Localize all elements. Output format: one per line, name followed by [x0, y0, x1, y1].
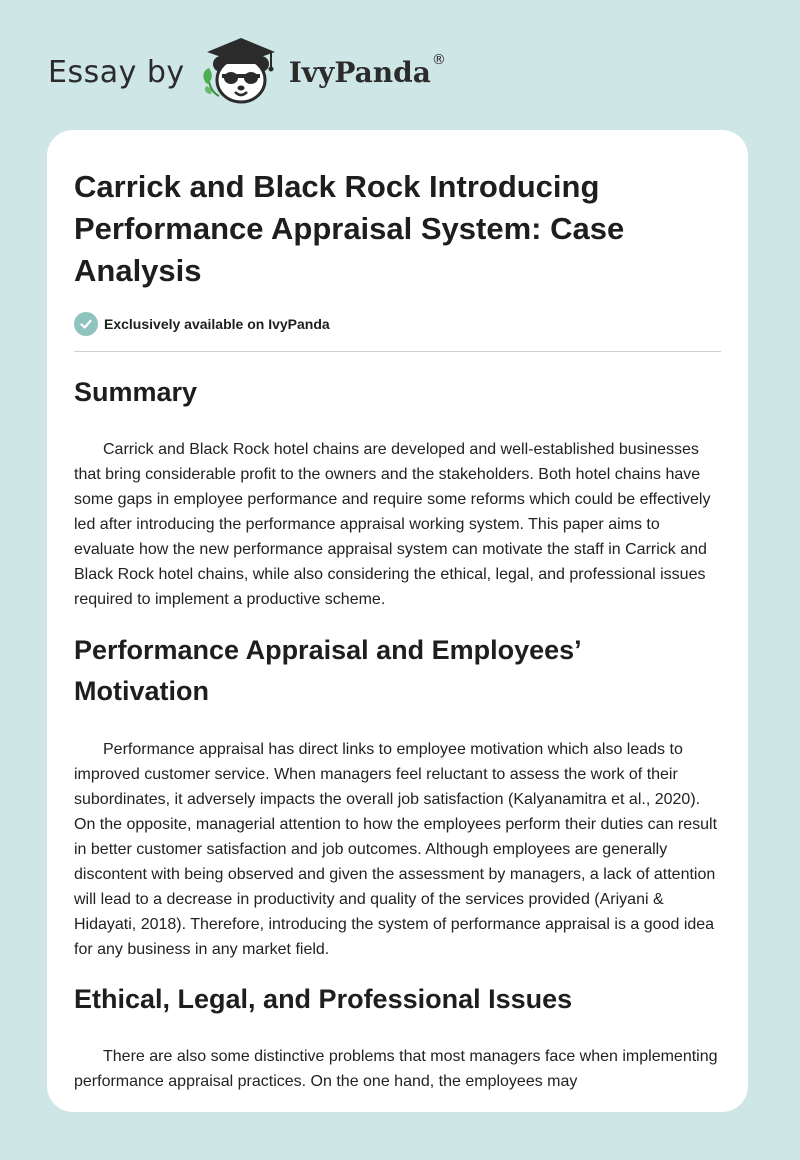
- badge-text: Exclusively available on IvyPanda: [104, 316, 330, 332]
- motivation-paragraph: Performance appraisal has direct links to employee motivation which also leads to improved customer service. When managers feel reluctant to assess the work of their subordinates, it adversely impacts the overall job satisfaction (Kalyanamitra et al., 2020). On the opposite, managerial attention to how the employees perform their duties can result in better customer satisfaction and job outcomes. Although employees are generally discontent with being observed and given the assessment by managers, a lack of attention will lead to a decrease in productivity and quality of the services provided (Ariyani & Hidayati, 2018). Therefore, introducing the system of performance appraisal is a good idea for any business in any market field.: [74, 741, 718, 958]
- ethics-paragraph: There are also some distinctive problems that most managers face when implementing performance appraisal practices. On the one hand, the employees may: [74, 1048, 718, 1090]
- page-title: Carrick and Black Rock Introducing Performance Appraisal System: Case Analysis: [74, 169, 625, 288]
- summary-paragraph: Carrick and Black Rock hotel chains are developed and well-established businesses that bring considerable profit to the owners and the stakeholders. Both hotel chains have some gaps in employee performance and require some reforms which could be effectively led after introducing the performance appraisal working system. This paper aims to evaluate how the new performance appraisal system can motivate the staff in Carrick and Black Rock hotel chains, while also considering the ethical, legal, and professional issues required to implement a productive scheme.: [74, 441, 711, 608]
- brand-name: IvyPanda: [288, 55, 431, 89]
- site-header: [48, 34, 446, 110]
- essay-card: [47, 130, 748, 1112]
- panda-graduation-cap-logo: [197, 34, 285, 110]
- section-heading-summary: Summary: [74, 377, 198, 407]
- section-heading-motivation: Performance Appraisal and Employees’ Motivation: [74, 635, 581, 706]
- check-circle-icon: [74, 312, 98, 336]
- section-heading-ethics: Ethical, Legal, and Professional Issues: [74, 984, 573, 1014]
- exclusive-badge: [74, 312, 721, 336]
- title-divider: [74, 351, 721, 352]
- registered-mark: ®: [431, 52, 446, 68]
- brand-prefix: Essay by: [48, 54, 185, 90]
